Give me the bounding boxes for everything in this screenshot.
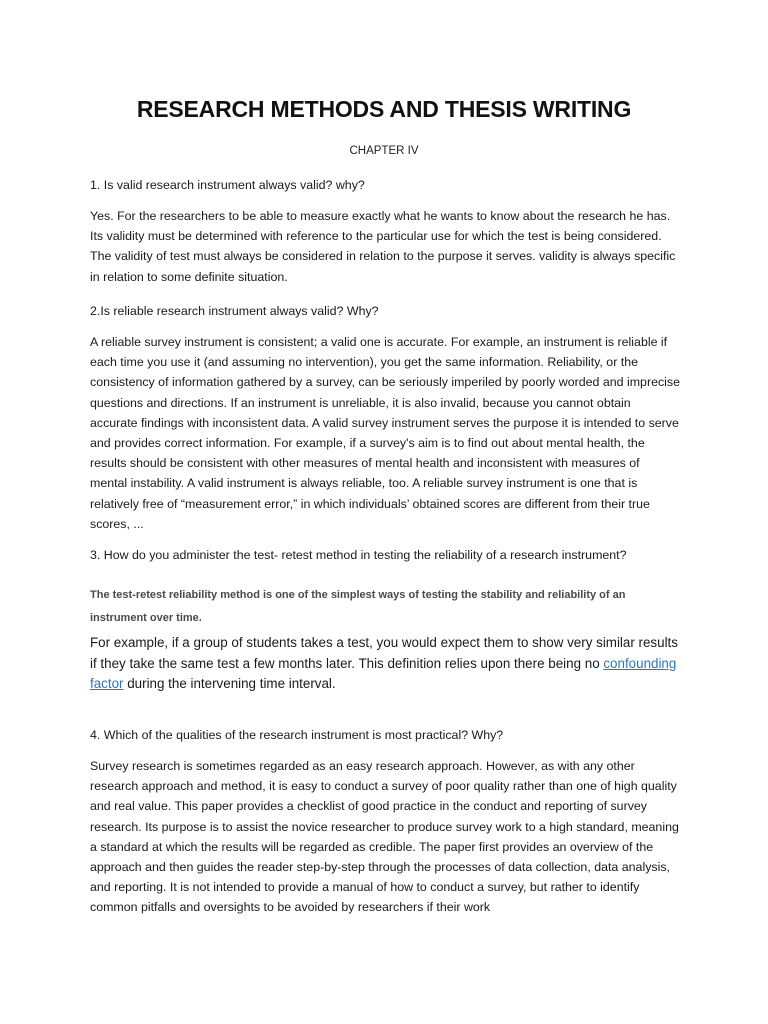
confounding-factor-link[interactable]: confounding factor	[90, 655, 677, 691]
answer-2: A reliable survey instrument is consistent; a valid one is accurate. For example, an instrument is reliable if each time you use it (and assuming no intervention), you get the same information. Reliability, or the consistency of information gathered by a survey, can be seriously imperiled by poorly worded and imprecise questions and directions. If an instrument is unreliable, it is also invalid, because you cannot obtain accurate findings with inconsistent data. A valid survey instrument serves the purpose it is intended to serve and provides correct information. For example, if a survey's aim is to find out about mental health, the results should be consistent with other measures of mental health and inconsistent with measures of mental instability. A valid instrument is always reliable, too. A reliable survey instrument is one that is relatively free of “measurement error,” in which individuals’ obtained scores are different from their true scores, ...	[90, 335, 680, 531]
answer-3-intro: The test-retest reliability method is one of the simplest ways of testing the stability and reliability of an instrument over time.	[90, 589, 626, 624]
answer-1: Yes. For the researchers to be able to measure exactly what he wants to know about the research he has. Its validity must be determined with reference to the particular use for which the test is being considered. The validity of test must always be considered in relation to the purpose it serves. validity is always specific in relation to some definite situation.	[90, 209, 676, 284]
question-4: 4. Which of the qualities of the research instrument is most practical? Why?	[90, 728, 504, 742]
question-3: 3. How do you administer the test- retest method in testing the reliability of a research instrument?	[90, 548, 627, 562]
question-2: 2.Is reliable research instrument always valid? Why?	[90, 304, 379, 318]
answer-3-text-before-link: For example, if a group of students takes a test, you would expect them to show very similar results if they take the same test a few months later. This definition relies upon there being no	[90, 635, 678, 671]
question-1: 1. Is valid research instrument always valid? why?	[90, 178, 365, 192]
answer-3-text-after-link: during the intervening time interval.	[123, 676, 336, 691]
answer-3	[90, 633, 680, 695]
chapter-heading: CHAPTER IV	[349, 145, 419, 157]
document-title: RESEARCH METHODS AND THESIS WRITING	[136, 96, 632, 122]
answer-4: Survey research is sometimes regarded as an easy research approach. However, as with any other research approach and method, it is easy to conduct a survey of poor quality rather than one of high quality and real value. This paper provides a checklist of good practice in the conduct and reporting of survey research. Its purpose is to assist the novice researcher to produce survey work to a high standard, meaning a standard at which the results will be regarded as credible. The paper first provides an overview of the approach and then guides the reader step-by-step through the processes of data collection, data analysis, and reporting. It is not intended to provide a manual of how to conduct a survey, but rather to identify common pitfalls and oversights to be avoided by researchers if their work	[90, 759, 679, 915]
